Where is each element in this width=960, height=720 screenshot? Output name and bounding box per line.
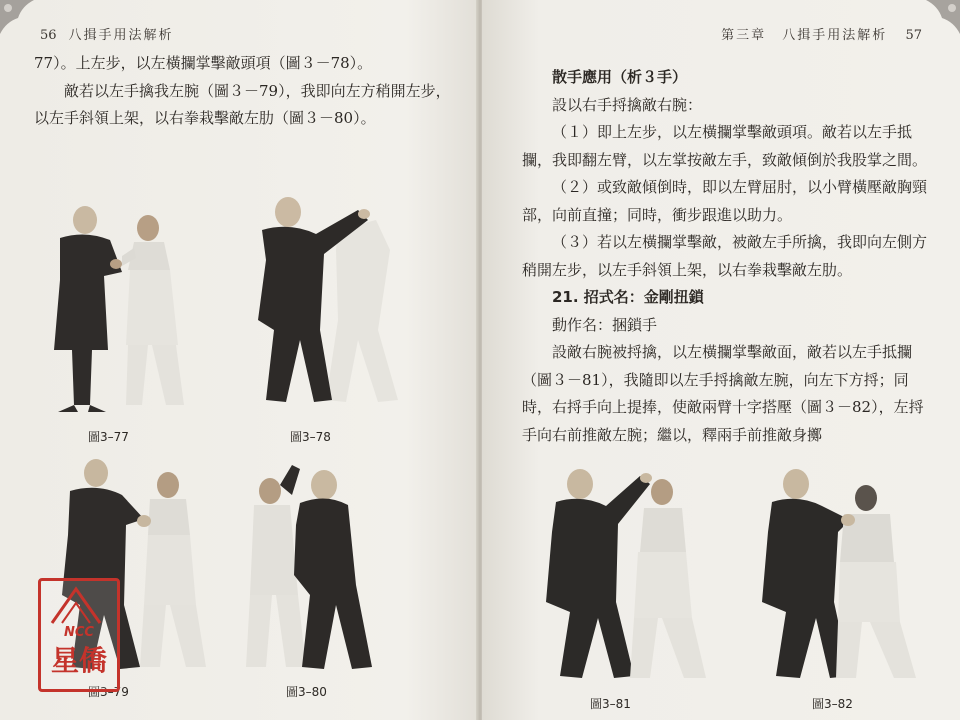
figure-caption: 圖3–82 <box>812 697 853 711</box>
figure-3-78-photo <box>228 190 398 415</box>
stamp-brand: NCC <box>64 625 94 640</box>
action-name: 動作名：捆鎖手 <box>552 315 658 334</box>
figure-caption: 圖3–80 <box>286 685 327 699</box>
left-page-header <box>28 24 174 43</box>
intro-text: 設以右手捋擒敵右腕： <box>552 95 703 114</box>
figure-3-77-photo <box>30 200 200 420</box>
section-heading: 散手應用（析３手） <box>552 68 688 86</box>
right-page-header <box>721 24 934 43</box>
paragraph: 敵若以左手擒我左腕（圖３－79），我即向左方稍開左步，以左手斜領上架，以右拳栽擊敵左肋（圖３－80）。 <box>34 81 451 127</box>
technique-name: 21. 招式名：金剛扭鎖 <box>552 288 704 306</box>
watermark-stamp <box>38 578 120 692</box>
page-number: 57 <box>905 28 922 43</box>
page-number: 56 <box>40 28 57 43</box>
figure-caption: 圖3–77 <box>88 430 129 444</box>
step-paragraph: （２）或致敵傾倒時，即以左臂屈肘，以小臂橫壓敵胸頸部，向前直撞；同時，衝步跟進以助力。 <box>522 178 928 224</box>
running-title: 八揖手用法解析 <box>68 28 174 43</box>
figure-caption: 圖3–78 <box>290 430 331 444</box>
left-page-text <box>34 50 454 133</box>
mountain-logo-icon <box>38 583 114 627</box>
right-page <box>482 0 960 720</box>
running-title: 八揖手用法解析 <box>782 28 888 43</box>
paragraph: 77）。上左步，以左橫攔掌擊敵頭項（圖３－78）。 <box>34 54 373 72</box>
chapter-label: 第三章 <box>721 28 767 43</box>
figure-caption: 圖3–81 <box>590 697 631 711</box>
step-paragraph: （１）即上左步，以左橫攔掌擊敵頭項。敵若以左手抵攔，我即翻左臂，以左掌按敵左手，致敵傾倒於我股掌之間。 <box>522 123 928 169</box>
left-page <box>0 0 478 720</box>
right-page-text <box>522 64 927 449</box>
figure-3-80-photo <box>240 455 410 680</box>
body-paragraph: 設敵右腕被捋擒，以左橫攔掌擊敵面，敵若以左手抵攔（圖３－81），我隨即以左手捋擒敵左腕，向左下方捋；同時，右捋手向上提捧，使敵兩臂十字搭壓（圖３－82），左捋手向右前推敵左腕；繼以，釋兩手前推敵身擲 <box>522 343 924 444</box>
figure-3-81-photo <box>522 462 712 692</box>
figure-3-82-photo <box>740 462 930 692</box>
step-paragraph: （３）若以左橫攔掌擊敵，被敵左手所擒，我即向左側方稍開左步，以左手斜領上架，以右拳栽擊敵左肋。 <box>522 233 928 279</box>
stamp-name: 星僑 <box>50 644 107 677</box>
figure-caption: 圖3–79 <box>88 685 129 699</box>
